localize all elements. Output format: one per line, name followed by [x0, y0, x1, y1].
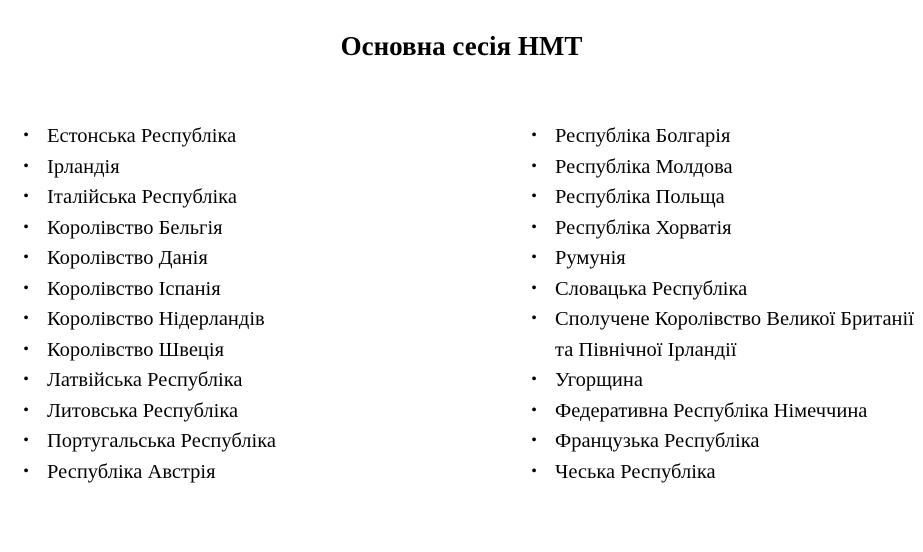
list-item — [531, 274, 919, 305]
list-item — [23, 457, 467, 488]
list-item — [23, 121, 467, 152]
country-name: Чеська Республіка — [555, 460, 716, 483]
bullet-icon: • — [531, 279, 537, 297]
list-item — [531, 243, 919, 274]
country-name: Румунія — [555, 247, 626, 269]
country-name: Королівство Нідерландів — [47, 308, 265, 330]
bullet-icon: • — [531, 249, 537, 266]
country-name: Республіка Австрія — [47, 460, 216, 483]
country-name: Естонська Республіка — [47, 125, 237, 147]
bullet-icon: • — [23, 188, 29, 205]
country-name: Литовська Республіка — [47, 399, 239, 422]
bullet-icon: • — [23, 249, 29, 266]
list-item — [531, 365, 919, 396]
bullet-icon: • — [23, 371, 29, 388]
bullet-icon: • — [531, 188, 537, 205]
country-name: Республіка Болгарія — [555, 125, 731, 147]
country-name: Республіка Польща — [555, 186, 725, 208]
country-name: Французька Республіка — [555, 430, 760, 452]
list-item — [23, 243, 467, 274]
bullet-icon: • — [531, 432, 537, 449]
list-item — [23, 365, 467, 396]
bullet-icon: • — [531, 401, 537, 419]
country-name: Ірландія — [47, 155, 120, 178]
bullet-icon: • — [23, 157, 29, 175]
list-item — [23, 152, 467, 183]
list-item — [531, 121, 919, 152]
bullet-icon: • — [23, 218, 29, 236]
list-item — [531, 213, 919, 244]
country-name: Португальська Республіка — [47, 430, 276, 452]
country-name: Угорщина — [555, 369, 643, 391]
bullet-icon: • — [23, 279, 29, 297]
list-item — [23, 213, 467, 244]
country-name: Словацька Республіка — [555, 277, 748, 300]
list-item — [531, 182, 919, 213]
country-name: Сполучене Королівство Великої Британії та Північної Ірландії — [555, 308, 914, 361]
list-item — [23, 304, 467, 335]
country-list-right — [531, 121, 919, 487]
country-name: Королівство Іспанія — [47, 277, 221, 300]
list-item — [531, 426, 919, 457]
country-name: Республіка Хорватія — [555, 216, 732, 239]
bullet-icon: • — [23, 432, 29, 449]
bullet-icon: • — [23, 462, 29, 480]
bullet-icon: • — [23, 310, 29, 327]
bullet-icon: • — [531, 157, 537, 175]
country-name: Королівство Швеція — [47, 338, 225, 361]
bullet-icon: • — [531, 310, 537, 327]
country-name: Латвійська Республіка — [47, 369, 243, 391]
list-item — [531, 457, 919, 488]
country-name: Республіка Молдова — [555, 155, 733, 178]
page-title: Основна сесія НМТ — [340, 31, 583, 61]
country-name: Федеративна Республіка Німеччина — [555, 399, 868, 422]
bullet-icon: • — [23, 127, 29, 144]
list-item — [23, 426, 467, 457]
country-name: Італійська Республіка — [47, 186, 237, 208]
bullet-icon: • — [531, 127, 537, 144]
list-item — [23, 396, 467, 427]
list-item — [531, 152, 919, 183]
bullet-icon: • — [23, 401, 29, 419]
country-name: Королівство Данія — [47, 247, 208, 269]
bullet-icon: • — [23, 340, 29, 358]
list-item — [23, 182, 467, 213]
bullet-icon: • — [531, 218, 537, 236]
bullet-icon: • — [531, 371, 537, 388]
list-item — [531, 396, 919, 427]
country-name: Королівство Бельгія — [47, 216, 223, 239]
list-item — [23, 335, 467, 366]
list-item — [531, 304, 919, 365]
bullet-icon: • — [531, 462, 537, 480]
country-list-left — [23, 121, 467, 487]
list-item — [23, 274, 467, 305]
